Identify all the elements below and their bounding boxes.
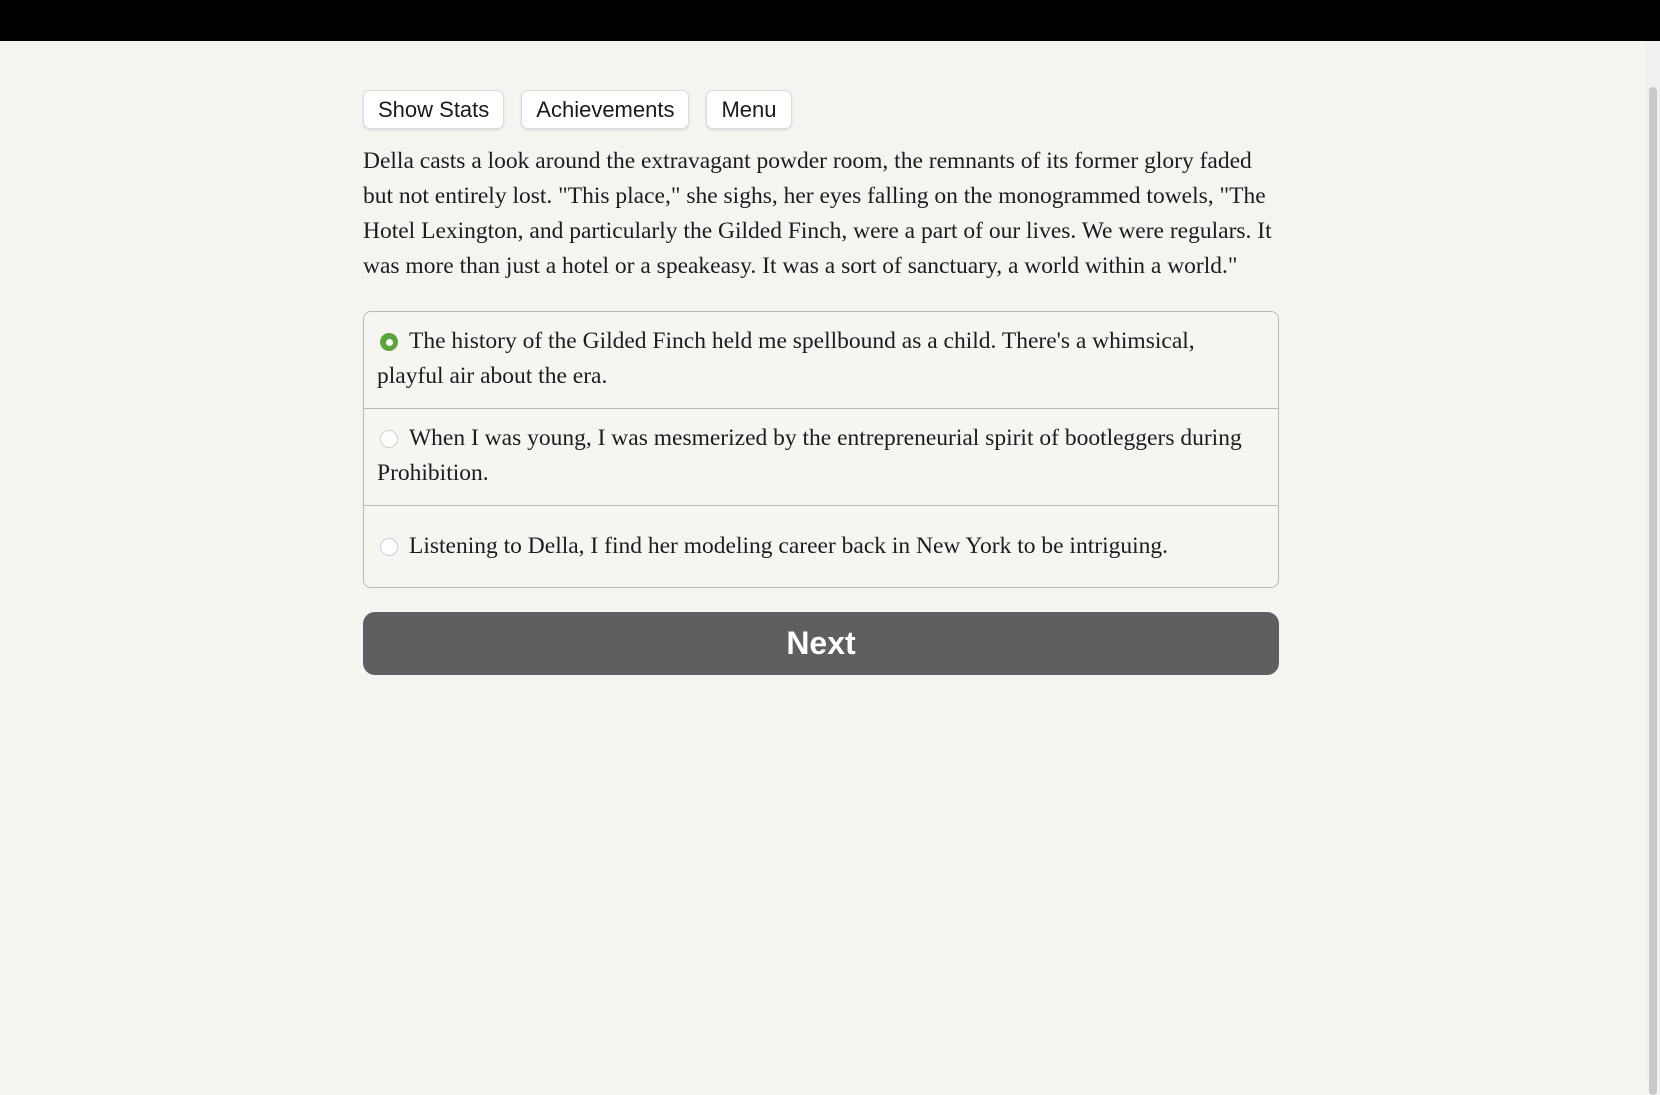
choice-option-1[interactable]	[364, 312, 1278, 408]
scrollbar-thumb[interactable]	[1649, 87, 1657, 1095]
show-stats-button[interactable]: Show Stats	[363, 90, 504, 129]
radio-unselected-icon[interactable]	[380, 430, 398, 448]
choice-list	[363, 311, 1279, 588]
choice-label: The history of the Gilded Finch held me spellbound as a child. There's a whimsical, playful air about the era.	[377, 328, 1195, 389]
achievements-button[interactable]: Achievements	[521, 90, 689, 129]
narrative-text: Della casts a look around the extravagant powder room, the remnants of its former glory faded but not entirely lost. "This place," she sighs, her eyes falling on the monogrammed towels, "The Hotel Lexington, and particularly the Gilded Finch, were a part of our lives. We were regulars. It was more than just a hotel or a speakeasy. It was a sort of sanctuary, a world within a world."	[363, 148, 1272, 279]
top-black-bar	[0, 0, 1660, 41]
radio-unselected-icon[interactable]	[380, 538, 398, 556]
game-content	[363, 90, 1279, 675]
scrollbar-track[interactable]	[1646, 41, 1660, 1080]
radio-selected-icon[interactable]	[380, 333, 398, 351]
toolbar	[363, 90, 1279, 127]
choice-label: When I was young, I was mesmerized by the entrepreneurial spirit of bootleggers during Prohibition.	[377, 425, 1242, 486]
next-button[interactable]: Next	[363, 612, 1279, 675]
choice-option-2[interactable]	[364, 408, 1278, 505]
choice-option-3[interactable]	[364, 505, 1278, 587]
menu-button[interactable]: Menu	[706, 90, 791, 129]
choice-label: Listening to Della, I find her modeling career back in New York to be intriguing.	[409, 533, 1168, 559]
